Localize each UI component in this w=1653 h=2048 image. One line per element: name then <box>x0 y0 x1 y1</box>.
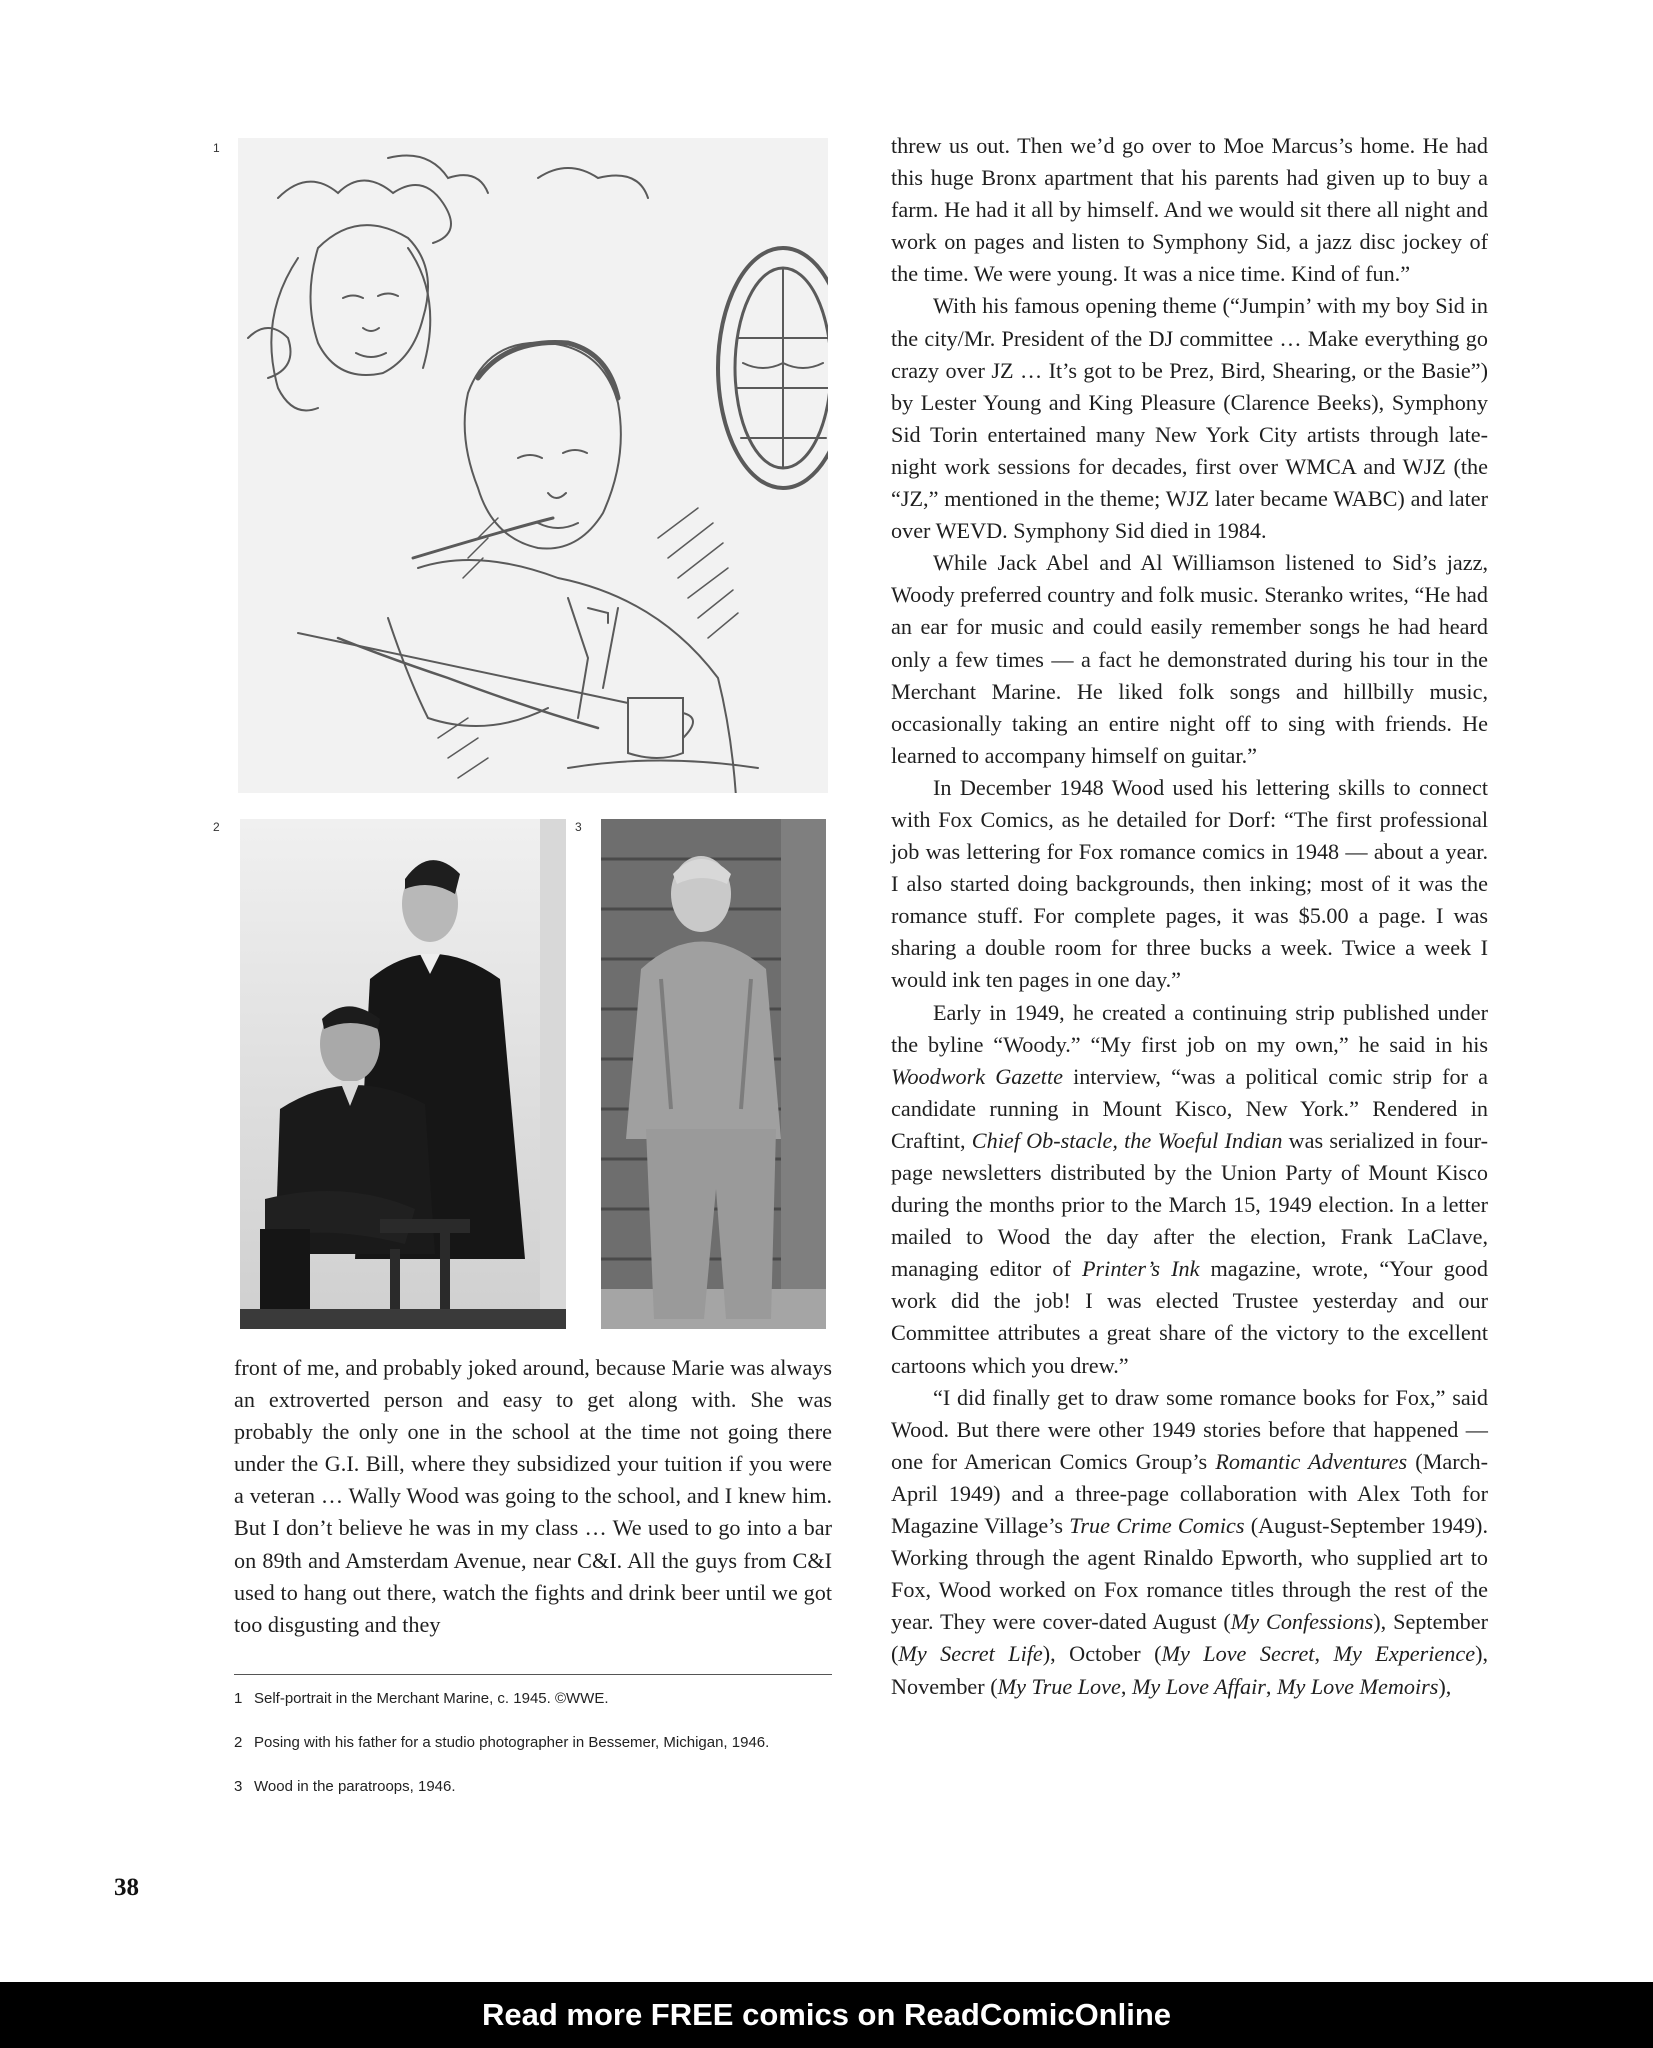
p6-text-k: ), <box>1438 1673 1452 1699</box>
p6-text-e: ), October ( <box>1042 1641 1162 1667</box>
footer-banner[interactable] <box>0 1982 1653 2048</box>
p6-text-d: ), September ( <box>891 1609 1488 1667</box>
sketch-illustration <box>238 138 828 793</box>
figure-2-number: 2 <box>213 820 220 834</box>
caption-2-text: Posing with his father for a studio photographer in Bessemer, Michigan, 1946. <box>254 1734 770 1751</box>
p6-text-c: (August-September 1949). Working through the agent Rinaldo Epworth, who supplied art to Fox, Wood worked on Fox romance titles through the rest of the year. They were cover-dated August ( <box>891 1513 1488 1635</box>
right-paragraph-5 <box>891 997 1488 1382</box>
caption-1 <box>234 1690 609 1707</box>
figure-3-number: 3 <box>575 820 582 834</box>
photo-two-men <box>240 819 566 1329</box>
caption-1-number: 1 <box>234 1690 243 1707</box>
photo-man-uniform <box>601 819 826 1329</box>
caption-3-text: Wood in the paratroops, 1946. <box>254 1778 456 1795</box>
figure-1-number: 1 <box>213 141 220 155</box>
p5-text-a: Early in 1949, he created a continuing strip published under the byline “Woody.” “My first job on my own,” he said in his <box>891 999 1488 1057</box>
left-paragraph: front of me, and probably joked around, because Marie was always an extroverted person and easy to get along with. She was probably the only one in the school at the time not going there under the G.I. Bill, where they subsidized your tuition if you were a veteran … Wally Wood was going to the school, and I knew him. But I don’t believe he was in my class … We used to go into a bar on 89th and Amsterdam Avenue, near C&I. All the guys from C&I used to hang out there, watch the fights and drink beer until we got too disgusting and they <box>234 1355 832 1637</box>
right-column <box>891 130 1488 1703</box>
right-paragraph-6 <box>891 1382 1488 1703</box>
caption-divider <box>234 1674 832 1675</box>
p6-title-my-love-secret: My Love Secret <box>1161 1641 1315 1667</box>
caption-2 <box>234 1734 769 1751</box>
figure-3-photo <box>601 819 826 1329</box>
p6-text-f: , <box>1314 1641 1334 1667</box>
p6-text-a: “I did finally get to draw some romance books for Fox,” said Wood. But there were other 1949 stories before that happened — one for American Comics Group’s <box>891 1384 1488 1474</box>
p6-title-my-love-memoirs: My Love Memoirs <box>1276 1673 1439 1699</box>
p6-title-my-true-love: My True Love <box>997 1673 1121 1699</box>
footer-text[interactable]: Read more FREE comics on ReadComicOnline <box>481 1997 1172 2032</box>
p6-text-g: ), November ( <box>891 1641 1489 1699</box>
caption-1-text: Self-portrait in the Merchant Marine, c. 1945. ©WWE. <box>254 1690 609 1707</box>
caption-3-number: 3 <box>234 1778 243 1795</box>
p5-title-chief-obstacle: Chief Ob-stacle, the Woeful Indian <box>971 1127 1283 1153</box>
p6-title-my-love-affair: My Love Affair <box>1131 1673 1266 1699</box>
p6-text-h: , <box>1120 1673 1132 1699</box>
figure-1-sketch <box>238 138 828 793</box>
p6-text-b: (March-April 1949) and a three-page collaboration with Alex Toth for Magazine Village’s <box>891 1448 1488 1539</box>
right-paragraph-3: While Jack Abel and Al Williamson listened to Sid’s jazz, Woody preferred country and folk music. Steranko writes, “He had an ear for music and could easily remember songs he had heard only a few times — a fact he demonstrated during his tour in the Merchant Marine. He liked folk songs and hillbilly music, occasionally taking an entire night off to sing with friends. He learned to accompany himself on guitar.” <box>891 550 1488 768</box>
p5-text-c: was serialized in four-page newsletters distributed by the Union Party of Mount Kisco during the months prior to the March 15, 1949 election. In a letter mailed to Wood the day after the election, Frank LaClave, managing editor of <box>891 1127 1488 1282</box>
right-paragraph-2: With his famous opening theme (“Jumpin’ with my boy Sid in the city/Mr. President of the DJ committee … Make everything go crazy over JZ … It’s got to be Prez, Bird, Shearing, or the Basie”) by Lester Young and King Pleasure (Clarence Beeks), Symphony Sid Torin entertained many New York City artists through late-night work sessions for decades, first over WMCA and WJZ (the “JZ,” mentioned in the theme; WJZ later became WABC) and later over WEVD. Symphony Sid died in 1984. <box>891 293 1488 544</box>
right-paragraph-1: threw us out. Then we’d go over to Moe Marcus’s home. He had this huge Bronx apartment that his parents had given up to buy a farm. He had it all by himself. And we would sit there all night and work on pages and listen to Symphony Sid, a jazz disc jockey of the time. We were young. It was a nice time. Kind of fun.” <box>891 133 1488 287</box>
p6-title-my-secret-life: My Secret Life <box>898 1641 1043 1667</box>
p5-text-d: magazine, wrote, “Your good work did the job! I was elected Trustee yesterday and our Committee attributes a great share of the victory to the excellent cartoons which you drew.” <box>891 1256 1488 1378</box>
page-number: 38 <box>114 1874 139 1901</box>
caption-2-number: 2 <box>234 1734 243 1751</box>
left-column <box>234 1352 832 1641</box>
figure-2-photo <box>240 819 566 1329</box>
p5-title-printers-ink: Printer’s Ink <box>1081 1256 1200 1282</box>
right-paragraph-4: In December 1948 Wood used his lettering skills to connect with Fox Comics, as he detailed for Dorf: “The first professional job was lettering for Fox romance comics in 1948 — about a year. I also started doing backgrounds, then inking; most of it was the romance stuff. For complete pages, it was $5.00 a page. I was sharing a double room for three bucks a week. Twice a week I would ink ten pages in one day.” <box>891 774 1488 993</box>
caption-3 <box>234 1778 456 1795</box>
p6-text-j: , <box>1265 1673 1277 1699</box>
p6-title-my-experience: My Experience <box>1333 1641 1476 1667</box>
p6-title-romantic-adventures: Romantic Adventures <box>1215 1448 1408 1474</box>
p6-title-true-crime-comics: True Crime Comics <box>1069 1513 1245 1539</box>
p5-title-woodwork-gazette: Woodwork Gazette <box>891 1063 1063 1089</box>
p6-title-my-confessions: My Confessions <box>1230 1609 1374 1635</box>
p5-text-b: interview, “was a political comic strip for a candidate running in Mount Kisco, New York.” Rendered in Craftint, <box>891 1063 1488 1153</box>
